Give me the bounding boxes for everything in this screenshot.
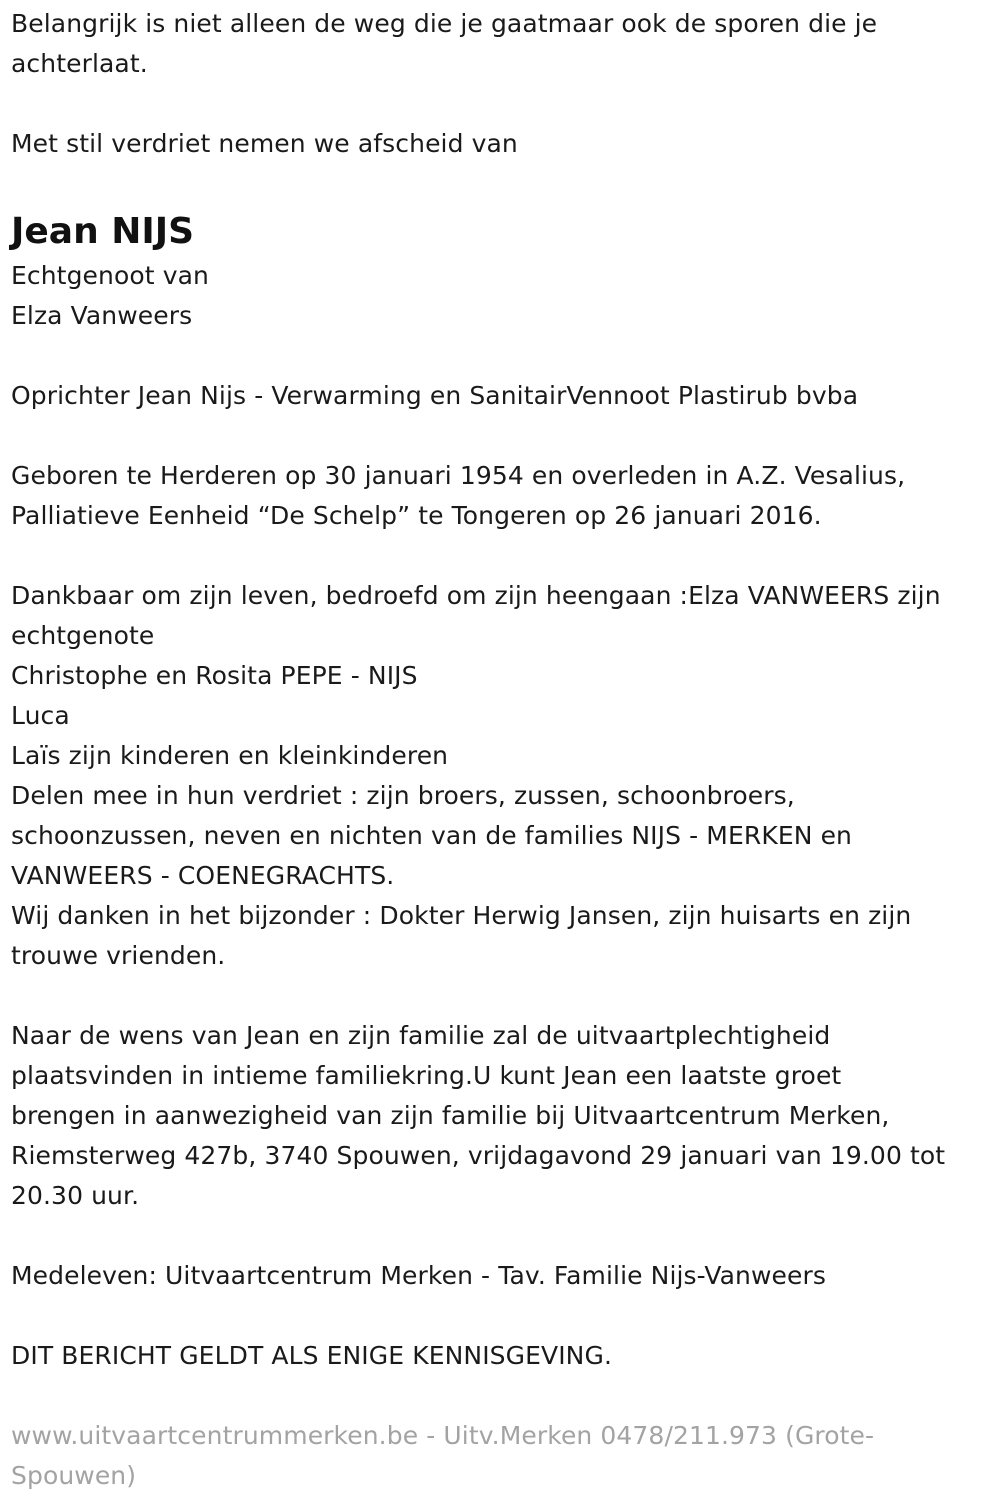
occupation-line: Oprichter Jean Nijs - Verwarming en SanitairVennoot Plastirub bvba [11,381,859,410]
ceremony-line-1: Naar de wens van Jean en zijn familie zal de uitvaartplechtigheid [11,1021,831,1050]
family-line-4: Luca [11,701,70,730]
relation-line-2: Elza Vanweers [11,301,193,330]
relation-line-1: Echtgenoot van [11,261,209,290]
obituary-document [11,4,989,1496]
birth-death-section [11,456,989,536]
spacer [11,536,989,576]
family-line-9: Wij danken in het bijzonder : Dokter Herwig Jansen, zijn huisarts en zijn [11,901,912,930]
spacer [11,1376,989,1416]
birth-death-line-1: Geboren te Herderen op 30 januari 1954 en overleden in A.Z. Vesalius, [11,461,906,490]
ceremony-line-5: 20.30 uur. [11,1181,140,1210]
spacer [11,336,989,376]
farewell-line: Met stil verdriet nemen we afscheid van [11,129,518,158]
family-line-2: echtgenote [11,621,155,650]
family-line-8: VANWEERS - COENEGRACHTS. [11,861,395,890]
intro-quote-line-1: Belangrijk is niet alleen de weg die je gaatmaar ook de sporen die je [11,9,878,38]
intro-section [11,4,989,164]
spacer [11,1296,989,1336]
ceremony-line-2: plaatsvinden in intieme familiekring.U kunt Jean een laatste groet [11,1061,842,1090]
deceased-name: Jean NIJS [11,211,195,252]
spacer [11,416,989,456]
family-line-10: trouwe vrienden. [11,941,226,970]
family-line-7: schoonzussen, neven en nichten van de families NIJS - MERKEN en [11,821,853,850]
family-line-1: Dankbaar om zijn leven, bedroefd om zijn heengaan :Elza VANWEERS zijn [11,581,941,610]
ceremony-line-3: brengen in aanwezigheid van zijn familie bij Uitvaartcentrum Merken, [11,1101,890,1130]
ceremony-section [11,1016,989,1216]
condolences-line: Medeleven: Uitvaartcentrum Merken - Tav. Familie Nijs-Vanweers [11,1261,826,1290]
family-line-3: Christophe en Rosita PEPE - NIJS [11,661,418,690]
family-line-6: Delen mee in hun verdriet : zijn broers, zussen, schoonbroers, [11,781,795,810]
spacer [11,976,989,1016]
spacer [11,164,989,204]
deceased-section [11,204,989,336]
birth-death-line-2: Palliatieve Eenheid “De Schelp” te Tongeren op 26 januari 2016. [11,501,822,530]
notice-line: DIT BERICHT GELDT ALS ENIGE KENNISGEVING. [11,1341,612,1370]
footer-line-1: www.uitvaartcentrummerken.be - Uitv.Merken 0478/211.973 (Grote- [11,1421,875,1450]
family-section [11,576,989,976]
intro-quote-line-2: achterlaat. [11,49,148,78]
ceremony-line-4: Riemsterweg 427b, 3740 Spouwen, vrijdagavond 29 januari van 19.00 tot [11,1141,946,1170]
footer-line-2: Spouwen) [11,1461,137,1490]
spacer [11,1216,989,1256]
footer [11,1416,989,1496]
spacer [11,84,989,124]
family-line-5: Laïs zijn kinderen en kleinkinderen [11,741,449,770]
